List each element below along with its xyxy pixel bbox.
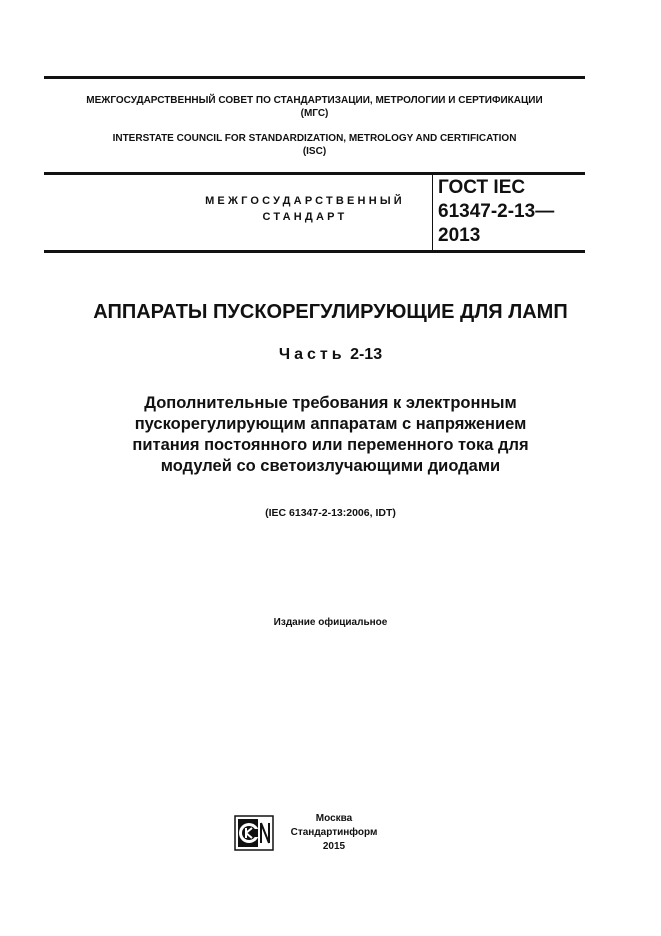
subtitle-line: пускорегулирующим аппаратам с напряжением <box>134 415 527 433</box>
header-divider <box>432 175 433 250</box>
subtitle-line: модулей со светоизлучающими диодами <box>160 457 501 475</box>
standard-number-line2: 61347-2-13— <box>438 201 555 222</box>
standard-label-line1: МЕЖГОСУДАРСТВЕННЫЙ <box>205 195 405 207</box>
standard-label-line2: СТАНДАРТ <box>262 211 348 223</box>
council-ru-name: МЕЖГОСУДАРСТВЕННЫЙ СОВЕТ ПО СТАНДАРТИЗАЦИИ, МЕТРОЛОГИИ И СЕРТИФИКАЦИИ <box>86 95 543 106</box>
council-ru <box>44 94 585 120</box>
header-rule <box>44 172 585 175</box>
document-title: АППАРАТЫ ПУСКОРЕГУЛИРУЮЩИЕ ДЛЯ ЛАМП <box>93 301 568 323</box>
document-subtitle <box>20 393 641 477</box>
standartinform-logo-icon <box>234 815 274 851</box>
subtitle-line: Дополнительные требования к электронным <box>144 394 517 412</box>
standard-number-line1: ГОСТ IEC <box>438 177 526 198</box>
publisher-block <box>284 812 384 854</box>
iec-reference: (IEC 61347-2-13:2006, IDT) <box>265 507 396 519</box>
council-en-abbr: (ISC) <box>302 146 327 157</box>
standard-number-line3: 2013 <box>438 225 481 246</box>
part-word: Часть <box>278 346 346 363</box>
publisher-city: Москва <box>315 813 353 824</box>
council-ru-abbr: (МГС) <box>300 108 329 119</box>
header-bottom-rule <box>44 250 585 253</box>
council-en <box>44 132 585 158</box>
part-number: 2-13 <box>350 346 383 363</box>
top-rule <box>44 76 585 79</box>
interstate-standard-label <box>180 193 430 225</box>
council-en-name: INTERSTATE COUNCIL FOR STANDARDIZATION, METROLOGY AND CERTIFICATION <box>112 133 517 144</box>
standard-number <box>438 176 554 248</box>
part-heading <box>20 345 641 365</box>
edition-note: Издание официальное <box>273 617 388 628</box>
publisher-name: Стандартинформ <box>290 827 378 838</box>
publisher-year: 2015 <box>322 841 346 852</box>
subtitle-line: питания постоянного или переменного тока для <box>132 436 529 454</box>
